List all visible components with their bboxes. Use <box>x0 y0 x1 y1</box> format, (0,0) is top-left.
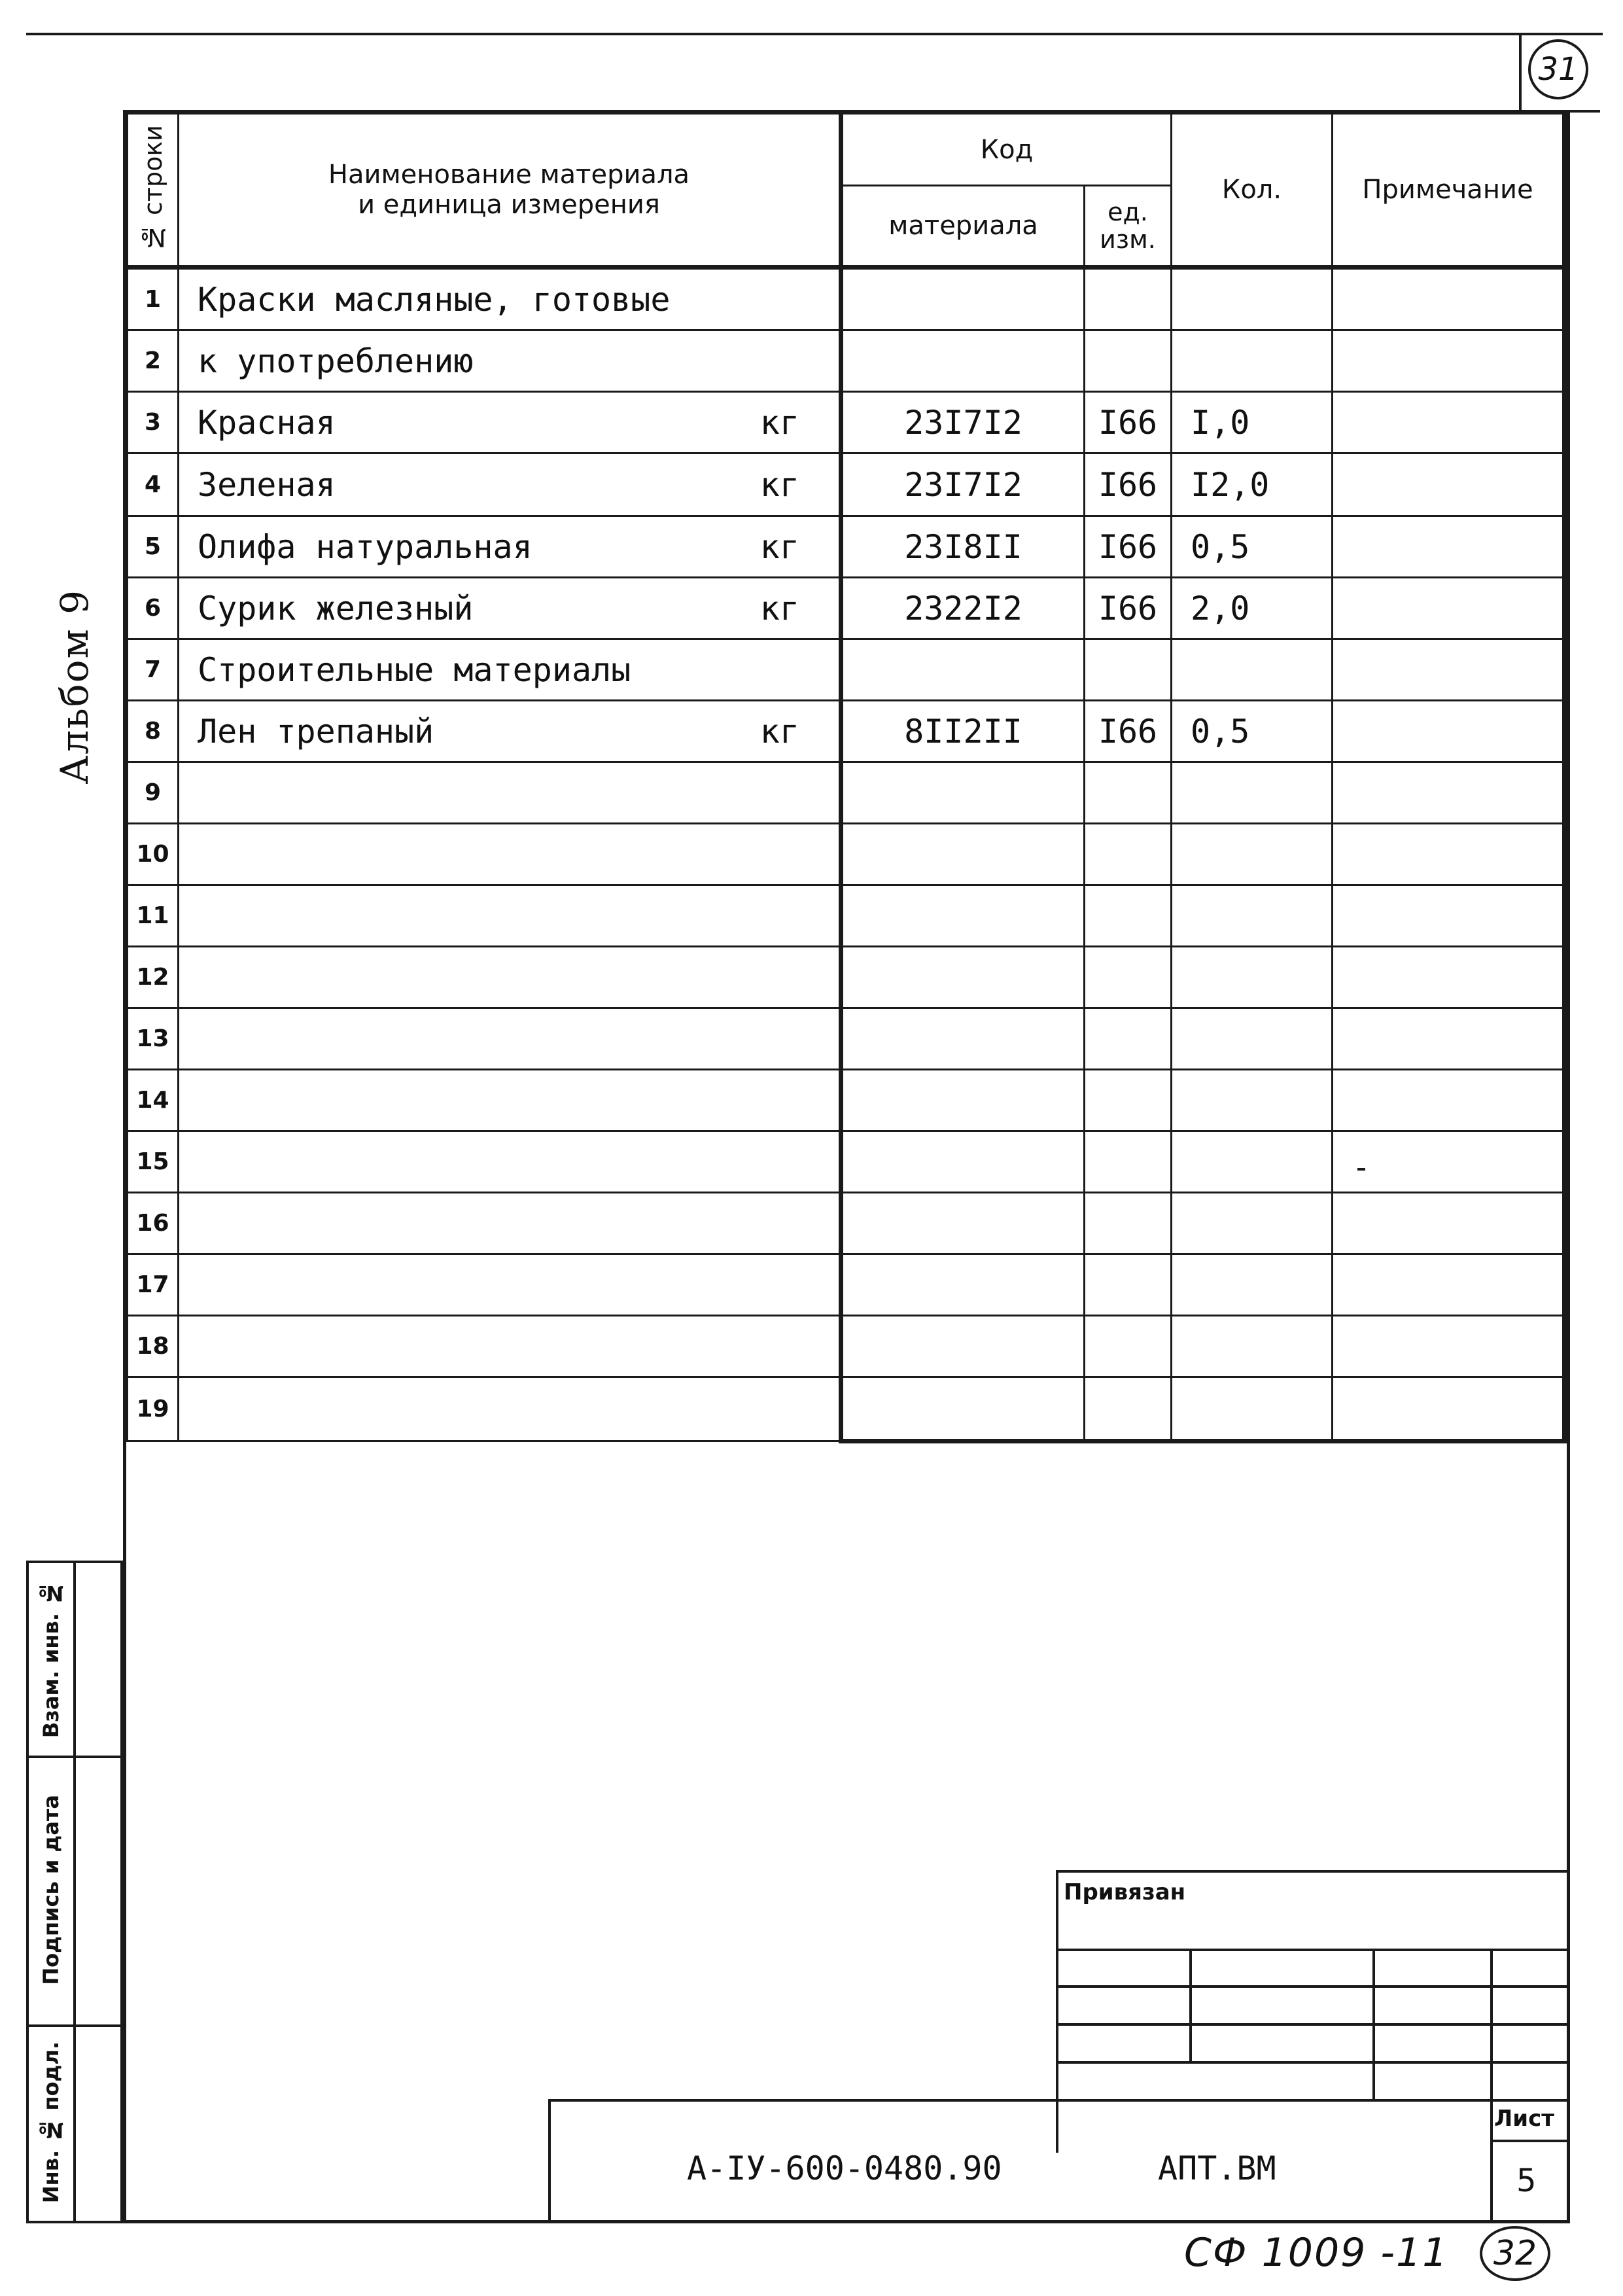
row-number: 11 <box>128 885 179 947</box>
unit-code: I66 <box>1085 453 1172 516</box>
note <box>1333 701 1565 762</box>
row-number: 1 <box>128 268 179 330</box>
material-name <box>179 578 841 639</box>
note <box>1333 392 1565 453</box>
attachment-grid-line <box>1056 2023 1570 2026</box>
header-code-material: материала <box>841 186 1085 268</box>
attachment-grid-line <box>1056 1985 1570 1988</box>
note <box>1333 1131 1565 1193</box>
attachment-grid-line <box>1372 1949 1375 2100</box>
unit-code <box>1085 885 1172 947</box>
material-name <box>179 392 841 453</box>
note <box>1333 453 1565 516</box>
table-row <box>128 1070 1565 1131</box>
side-stamp <box>26 1561 123 2223</box>
quantity: 2,0 <box>1172 578 1333 639</box>
attachment-grid-line <box>1056 2061 1570 2064</box>
material-code <box>841 947 1085 1008</box>
unit-code: I66 <box>1085 392 1172 453</box>
quantity <box>1172 1316 1333 1377</box>
document-code: А-IУ-600-0480.90 <box>687 2149 1002 2187</box>
table-row <box>128 268 1565 330</box>
unit-code <box>1085 1377 1172 1441</box>
header-quantity: Кол. <box>1172 114 1333 268</box>
note <box>1333 947 1565 1008</box>
row-number: 5 <box>128 516 179 578</box>
row-number: 17 <box>128 1254 179 1316</box>
material-code <box>841 762 1085 824</box>
table-row <box>128 762 1565 824</box>
signature-date-label: Подпись и дата <box>39 1795 63 1985</box>
material-unit: кг <box>759 589 799 627</box>
material-name-text: Краски масляные, готовые <box>198 280 671 319</box>
row-number: 13 <box>128 1008 179 1070</box>
row-number: 4 <box>128 453 179 516</box>
top-border-line <box>26 33 1603 35</box>
row-number: 6 <box>128 578 179 639</box>
table-row <box>128 516 1565 578</box>
material-code <box>841 268 1085 330</box>
material-code <box>841 885 1085 947</box>
quantity <box>1172 885 1333 947</box>
material-code <box>841 1070 1085 1131</box>
material-name <box>179 1254 841 1316</box>
note <box>1333 1254 1565 1316</box>
row-number: 18 <box>128 1316 179 1377</box>
row-number: 10 <box>128 824 179 885</box>
unit-code <box>1085 639 1172 701</box>
table-row <box>128 1193 1565 1254</box>
handwritten-footer-mark: СФ 1009 -11 <box>1184 2230 1449 2276</box>
material-name <box>179 1316 841 1377</box>
table-row <box>128 578 1565 639</box>
material-code <box>841 1254 1085 1316</box>
material-name-text: Сурик железный <box>198 589 474 627</box>
quantity: I2,0 <box>1172 453 1333 516</box>
sheet-label: Лист <box>1494 2106 1554 2132</box>
material-name <box>179 701 841 762</box>
row-number: 2 <box>128 330 179 392</box>
material-name <box>179 330 841 392</box>
note <box>1333 639 1565 701</box>
material-name <box>179 824 841 885</box>
unit-code <box>1085 824 1172 885</box>
material-code <box>841 330 1085 392</box>
quantity <box>1172 1193 1333 1254</box>
note <box>1333 885 1565 947</box>
sheet-number: 5 <box>1516 2163 1537 2199</box>
header-row-no: № строки <box>128 114 179 268</box>
handwritten-circled-number: 32 <box>1480 2226 1550 2281</box>
note <box>1333 268 1565 330</box>
header-material-name: Наименование материала и единица измерения <box>179 114 841 268</box>
table-row <box>128 330 1565 392</box>
table-row <box>128 1008 1565 1070</box>
album-label: Альбом 9 <box>52 589 97 785</box>
material-code <box>841 1008 1085 1070</box>
material-code: 23I7I2 <box>841 392 1085 453</box>
note <box>1333 762 1565 824</box>
attached-label: Привязан <box>1064 1879 1186 1905</box>
table-row <box>128 885 1565 947</box>
table-row <box>128 947 1565 1008</box>
material-name-text: Олифа натуральная <box>198 527 532 566</box>
row-number: 8 <box>128 701 179 762</box>
quantity <box>1172 1008 1333 1070</box>
material-name <box>179 947 841 1008</box>
table-body <box>128 268 1565 1441</box>
material-name <box>179 1008 841 1070</box>
row-number: 14 <box>128 1070 179 1131</box>
table-row <box>128 1316 1565 1377</box>
material-code: 23I7I2 <box>841 453 1085 516</box>
note <box>1333 1070 1565 1131</box>
material-name <box>179 1377 841 1441</box>
quantity <box>1172 947 1333 1008</box>
note <box>1333 1193 1565 1254</box>
header-code: Код <box>841 114 1172 186</box>
material-name <box>179 1193 841 1254</box>
quantity <box>1172 1131 1333 1193</box>
row-number: 16 <box>128 1193 179 1254</box>
table-row <box>128 392 1565 453</box>
material-name-text: Лен трепаный <box>198 712 434 751</box>
table-row <box>128 701 1565 762</box>
table-row <box>128 824 1565 885</box>
quantity <box>1172 1070 1333 1131</box>
material-name <box>179 1070 841 1131</box>
unit-code <box>1085 947 1172 1008</box>
note <box>1333 578 1565 639</box>
table-row <box>128 1377 1565 1441</box>
material-code: 2322I2 <box>841 578 1085 639</box>
row-number: 12 <box>128 947 179 1008</box>
unit-code <box>1085 1193 1172 1254</box>
material-code <box>841 1316 1085 1377</box>
note <box>1333 824 1565 885</box>
table-row <box>128 453 1565 516</box>
material-name-text: Красная <box>198 403 336 442</box>
material-code: 8II2II <box>841 701 1085 762</box>
header-code-unit: ед. изм. <box>1085 186 1172 268</box>
material-name-text: Зеленая <box>198 465 336 504</box>
unit-code <box>1085 1008 1172 1070</box>
row-number: 7 <box>128 639 179 701</box>
table-row <box>128 1254 1565 1316</box>
exchange-inv-label: Взам. инв. № <box>39 1580 63 1739</box>
material-name-text: к употреблению <box>198 342 474 380</box>
material-name <box>179 516 841 578</box>
quantity: 0,5 <box>1172 701 1333 762</box>
unit-code <box>1085 1254 1172 1316</box>
material-name <box>179 1131 841 1193</box>
unit-code: I66 <box>1085 516 1172 578</box>
material-unit: кг <box>759 527 799 566</box>
material-unit: кг <box>759 403 799 442</box>
note <box>1333 516 1565 578</box>
unit-code <box>1085 268 1172 330</box>
row-number: 15 <box>128 1131 179 1193</box>
material-code <box>841 1377 1085 1441</box>
material-code <box>841 639 1085 701</box>
unit-code <box>1085 330 1172 392</box>
note <box>1333 1008 1565 1070</box>
material-unit: кг <box>759 712 799 751</box>
row-number: 9 <box>128 762 179 824</box>
table-row <box>128 639 1565 701</box>
material-code <box>841 1193 1085 1254</box>
quantity <box>1172 1254 1333 1316</box>
material-name <box>179 762 841 824</box>
material-name <box>179 885 841 947</box>
material-code <box>841 824 1085 885</box>
quantity <box>1172 1377 1333 1441</box>
material-code <box>841 1131 1085 1193</box>
material-name-text: Строительные материалы <box>198 650 631 689</box>
material-name <box>179 268 841 330</box>
note <box>1333 330 1565 392</box>
unit-code <box>1085 1131 1172 1193</box>
quantity: 0,5 <box>1172 516 1333 578</box>
quantity <box>1172 762 1333 824</box>
row-number: 3 <box>128 392 179 453</box>
attachment-grid-line <box>1189 1949 1192 2062</box>
quantity <box>1172 824 1333 885</box>
sheet-box-divider <box>1490 2140 1570 2142</box>
note <box>1333 1316 1565 1377</box>
unit-code <box>1085 762 1172 824</box>
material-code: 23I8II <box>841 516 1085 578</box>
material-name <box>179 453 841 516</box>
unit-code: I66 <box>1085 701 1172 762</box>
original-inv-label: Инв. № подл. <box>39 2041 63 2204</box>
quantity <box>1172 639 1333 701</box>
quantity <box>1172 268 1333 330</box>
note <box>1333 1377 1565 1441</box>
unit-code <box>1085 1316 1172 1377</box>
header-note: Примечание <box>1333 114 1565 268</box>
unit-code <box>1085 1070 1172 1131</box>
document-section: АПТ.ВМ <box>1158 2149 1276 2187</box>
attachment-grid-line <box>1490 1949 1493 2100</box>
materials-spec-table <box>126 113 1567 1443</box>
stray-dash-mark <box>1357 1168 1365 1171</box>
material-name <box>179 639 841 701</box>
attachment-grid-line <box>1056 1949 1570 1951</box>
unit-code: I66 <box>1085 578 1172 639</box>
row-number: 19 <box>128 1377 179 1441</box>
quantity: I,0 <box>1172 392 1333 453</box>
page-corner-number: 31 <box>1528 39 1588 99</box>
quantity <box>1172 330 1333 392</box>
table-row <box>128 1131 1565 1193</box>
material-unit: кг <box>759 465 799 504</box>
